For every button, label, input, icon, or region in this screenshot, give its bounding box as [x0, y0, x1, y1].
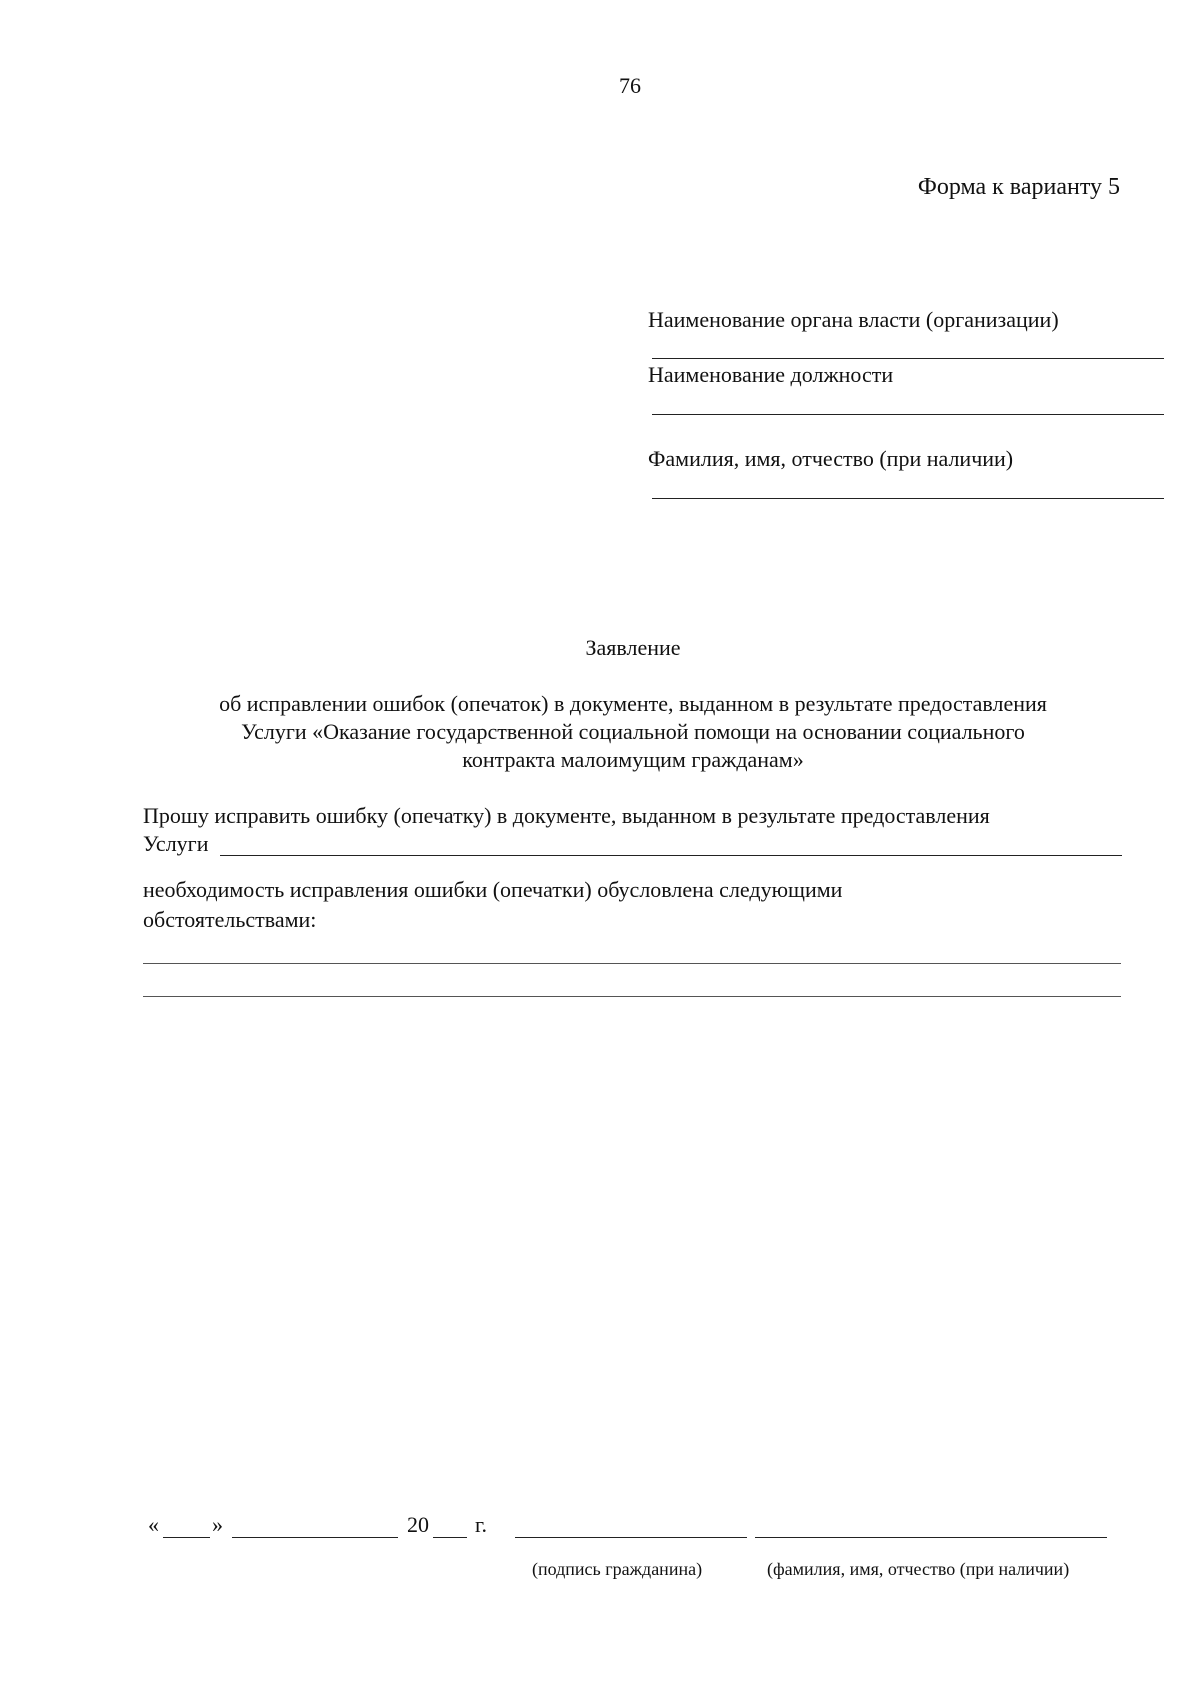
authority-label: Наименование органа власти (организации)	[648, 307, 1059, 332]
date-year-suffix: г.	[475, 1512, 488, 1537]
page-number: 76	[619, 73, 641, 98]
reason-line	[143, 963, 1121, 964]
signature-line	[515, 1537, 747, 1538]
fullname-label: Фамилия, имя, отчество (при наличии)	[648, 446, 1014, 471]
date-quote-close: »	[212, 1512, 223, 1537]
signer-fullname-line	[755, 1537, 1107, 1538]
authority-line	[652, 358, 1164, 359]
date-day-line	[163, 1537, 210, 1538]
position-line	[652, 414, 1164, 415]
request-service-label: Услуги	[143, 831, 209, 856]
subtitle-line: об исправлении ошибок (опечаток) в документе, выданном в результате предоставления	[219, 691, 1047, 716]
request-service-line	[220, 855, 1122, 856]
statement-title: Заявление	[585, 635, 681, 660]
date-year-prefix: 20	[407, 1512, 429, 1537]
reason-line	[143, 996, 1121, 997]
date-quote-open: «	[148, 1512, 159, 1537]
date-month-line	[232, 1537, 398, 1538]
reason-text: необходимость исправления ошибки (опечатки) обусловлена следующими	[143, 877, 843, 902]
reason-text-cont: обстоятельствами:	[143, 907, 317, 932]
signature-caption: (подпись гражданина)	[532, 1559, 703, 1579]
fullname-caption: (фамилия, имя, отчество (при наличии)	[767, 1559, 1070, 1579]
form-title: Форма к варианту 5	[917, 174, 1120, 200]
date-year-line	[433, 1537, 467, 1538]
request-text: Прошу исправить ошибку (опечатку) в документе, выданном в результате предоставления	[143, 803, 990, 828]
subtitle-line: контракта малоимущим гражданам»	[462, 747, 804, 772]
position-label: Наименование должности	[648, 362, 894, 387]
statement-subtitle	[0, 690, 1200, 774]
subtitle-line: Услуги «Оказание государственной социальной помощи на основании социального	[241, 719, 1025, 744]
fullname-line	[652, 498, 1164, 499]
